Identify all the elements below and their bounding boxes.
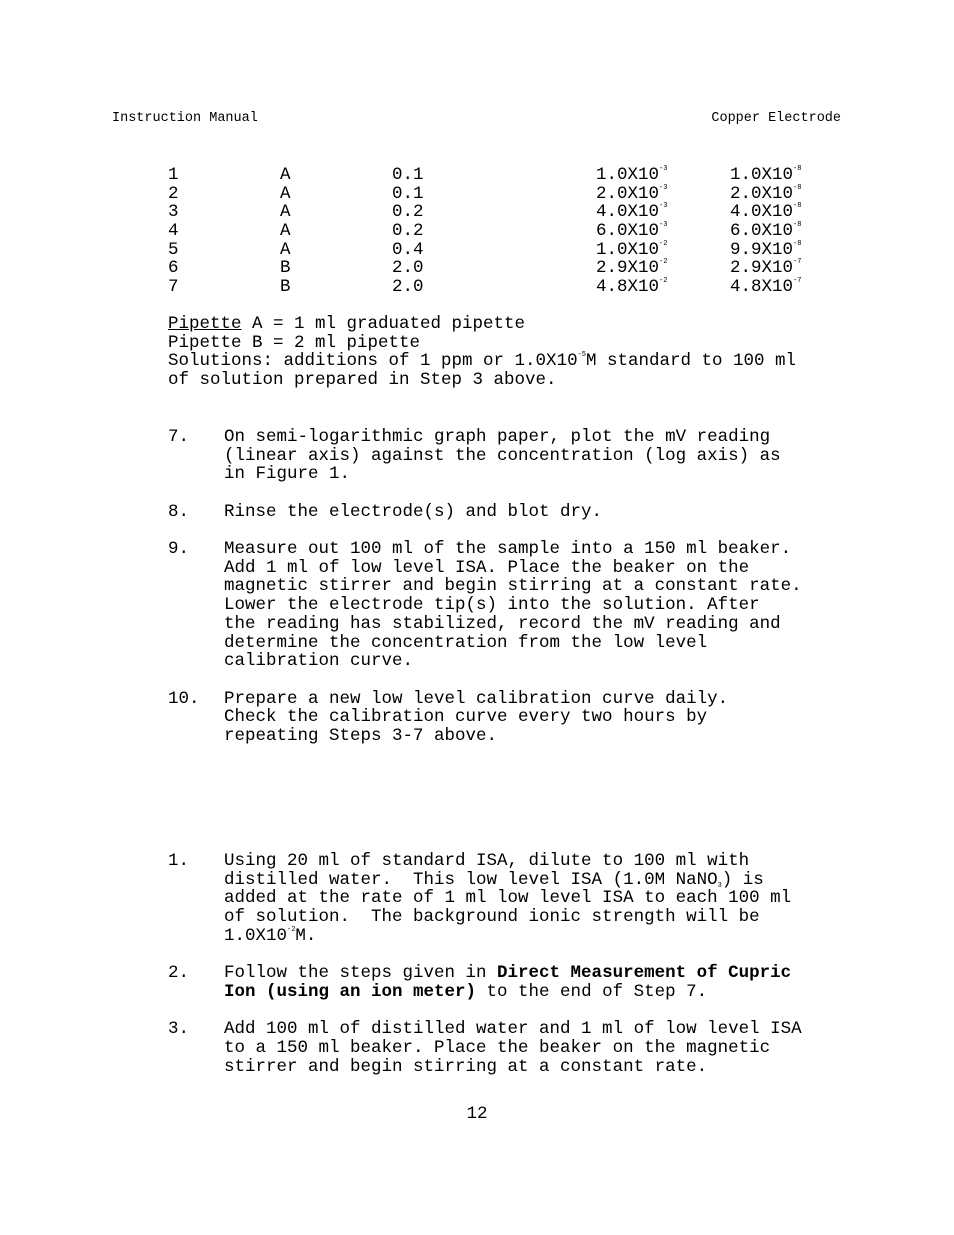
step-number: 9.	[168, 539, 190, 559]
table-row	[168, 222, 848, 241]
step-b-1-line-4: of solution. The background ionic strength will be	[224, 907, 760, 928]
step-number: 7.	[168, 427, 190, 447]
table-row	[168, 166, 848, 185]
pipette-cell: B	[280, 258, 291, 279]
volume-cell: 0.1	[392, 165, 424, 185]
final-conc-cell-exponent: -8	[793, 183, 802, 192]
final-conc-cell	[730, 166, 801, 185]
page-number: 12	[466, 1104, 488, 1124]
added-conc-cell	[596, 166, 667, 185]
step-7	[168, 428, 858, 484]
final-conc-cell	[730, 241, 801, 260]
pipette-cell: A	[280, 221, 291, 242]
added-conc-cell	[596, 259, 667, 278]
step-cell: 4	[168, 221, 179, 242]
added-conc-cell-exponent: -3	[659, 221, 668, 230]
step-b-1	[168, 852, 858, 946]
header-right: Copper Electrode	[711, 111, 841, 126]
note-pipette-a	[168, 315, 858, 334]
volume-cell: 0.1	[392, 183, 424, 204]
final-conc-cell	[730, 222, 801, 241]
added-conc-cell-base: 6.0X10	[596, 221, 660, 242]
final-conc-cell-base: 9.9X10	[730, 239, 794, 260]
step-number: 8.	[168, 501, 190, 522]
note-pipette-b: Pipette B = 2 ml pipette	[168, 332, 421, 353]
final-conc-cell-exponent: -8	[793, 165, 802, 173]
step-b-2-post: to the end of Step 7.	[476, 981, 708, 1002]
added-conc-cell-base: 2.0X10	[596, 183, 660, 204]
table-row	[168, 278, 848, 297]
step-cell: 5	[168, 239, 179, 260]
step-text	[224, 964, 858, 1001]
step-b-2	[168, 964, 858, 1001]
step-b-2-line-1	[224, 964, 858, 983]
added-conc-cell-exponent: -2	[659, 239, 668, 248]
added-conc-cell-exponent: -3	[659, 202, 668, 211]
step-b-1-line-5-post: M.	[295, 925, 317, 946]
volume-cell: 0.2	[392, 221, 424, 242]
step-text: Prepare a new low level calibration curve daily. Check the calibration curve every two hours by repeating Steps 3-7 above.	[224, 688, 729, 746]
note-solutions-post: M standard to 100 ml	[585, 351, 797, 372]
added-conc-cell-base: 4.8X10	[596, 277, 660, 298]
note-pipette-a-rest: A = 1 ml graduated pipette	[241, 314, 526, 334]
added-conc-cell	[596, 278, 667, 297]
step-text	[224, 852, 858, 946]
step-b-1-line-2-pre: distilled water. This low level ISA (1.0M NaNO	[224, 869, 718, 890]
step-b-2-bold-2: Ion (using an ion meter)	[224, 981, 477, 1002]
pipette-cell: A	[280, 183, 291, 204]
step-b-1-line-5	[224, 927, 858, 946]
final-conc-cell	[730, 185, 801, 204]
steps-section-a	[168, 428, 858, 764]
final-conc-cell-base: 6.0X10	[730, 221, 794, 242]
note-solutions	[168, 352, 858, 371]
table-row	[168, 259, 848, 278]
step-b-1-line-2	[224, 871, 858, 890]
added-conc-cell-base: 4.0X10	[596, 202, 660, 223]
table-row	[168, 203, 848, 222]
final-conc-cell-base: 4.8X10	[730, 277, 794, 298]
added-conc-cell-exponent: -3	[659, 165, 668, 173]
final-conc-cell	[730, 203, 801, 222]
final-conc-cell-exponent: -8	[793, 221, 802, 230]
step-b-1-line-1: Using 20 ml of standard ISA, dilute to 100 ml with	[224, 851, 750, 871]
note-solutions-line2: of solution prepared in Step 3 above.	[168, 370, 557, 391]
step-cell: 1	[168, 165, 179, 185]
pipette-cell: A	[280, 202, 291, 223]
added-conc-cell	[596, 185, 667, 204]
step-text: Add 100 ml of distilled water and 1 ml of low level ISA to a 150 ml beaker. Place the beaker on the magnetic stirrer and begin stirring at a constant rate.	[224, 1019, 802, 1077]
step-cell: 7	[168, 277, 179, 298]
dilution-table	[168, 166, 848, 297]
step-cell: 6	[168, 258, 179, 279]
step-8	[168, 503, 858, 522]
note-solutions-pre: Solutions: additions of 1 ppm or 1.0X10	[168, 351, 578, 372]
step-text: Measure out 100 ml of the sample into a 150 ml beaker. Add 1 ml of low level ISA. Place the beaker on the magnetic stirrer and begin stirring at a constant rate. Lower the electrode tip(s) into the solution. After the reading has stabilized, record the mV reading and determine the concentration from the low level calibration curve.	[224, 539, 802, 672]
step-10	[168, 690, 858, 746]
final-conc-cell	[730, 259, 801, 278]
final-conc-cell-base: 1.0X10	[730, 165, 794, 185]
step-text: Rinse the electrode(s) and blot dry.	[224, 501, 603, 522]
nitrate-subscript: 3	[717, 881, 722, 890]
final-conc-cell-base: 2.9X10	[730, 258, 794, 279]
step-b-3	[168, 1020, 858, 1076]
added-conc-cell-exponent: -2	[659, 277, 668, 286]
step-cell: 2	[168, 183, 179, 204]
added-conc-cell-base: 1.0X10	[596, 239, 660, 260]
step-b-2-line-2	[224, 983, 858, 1002]
step-number: 1.	[168, 851, 190, 871]
step-text: On semi-logarithmic graph paper, plot the mV reading (linear axis) against the concentration (log axis) as in Figure 1.	[224, 427, 781, 485]
final-conc-cell-exponent: -8	[793, 202, 802, 211]
header-left: Instruction Manual	[112, 111, 258, 126]
final-conc-cell-exponent: -7	[793, 277, 802, 286]
note-solutions-exp: -5	[577, 351, 586, 360]
ionic-strength-exp: -2	[287, 925, 296, 934]
step-number: 2.	[168, 963, 190, 984]
added-conc-cell-base: 2.9X10	[596, 258, 660, 279]
final-conc-cell-base: 2.0X10	[730, 183, 794, 204]
table-row	[168, 241, 848, 260]
step-b-2-pre: Follow the steps given in	[224, 963, 498, 984]
step-b-2-bold-1: Direct Measurement of Cupric	[497, 963, 792, 984]
volume-cell: 2.0	[392, 258, 424, 279]
final-conc-cell-base: 4.0X10	[730, 202, 794, 223]
step-b-1-line-3: added at the rate of 1 ml low level ISA to each 100 ml	[224, 888, 792, 909]
pipette-cell: B	[280, 277, 291, 298]
step-number: 3.	[168, 1019, 190, 1040]
volume-cell: 0.4	[392, 239, 424, 260]
added-conc-cell-exponent: -2	[659, 258, 668, 267]
step-cell: 3	[168, 202, 179, 223]
added-conc-cell	[596, 203, 667, 222]
step-9	[168, 540, 858, 671]
final-conc-cell-exponent: -7	[793, 258, 802, 267]
pipette-cell: A	[280, 165, 291, 185]
added-conc-cell-exponent: -3	[659, 183, 668, 192]
volume-cell: 0.2	[392, 202, 424, 223]
pipette-cell: A	[280, 239, 291, 260]
volume-cell: 2.0	[392, 277, 424, 298]
final-conc-cell-exponent: -8	[793, 239, 802, 248]
added-conc-cell-base: 1.0X10	[596, 165, 660, 185]
table-row	[168, 185, 848, 204]
step-b-1-line-2-post: ) is	[721, 869, 764, 890]
final-conc-cell	[730, 278, 801, 297]
pipette-notes	[168, 315, 858, 390]
note-pipette-a-underlined: Pipette	[168, 314, 242, 334]
step-b-1-line-5-pre: 1.0X10	[224, 925, 288, 946]
steps-section-b	[168, 852, 858, 1095]
step-number: 10.	[168, 688, 200, 709]
added-conc-cell	[596, 241, 667, 260]
added-conc-cell	[596, 222, 667, 241]
